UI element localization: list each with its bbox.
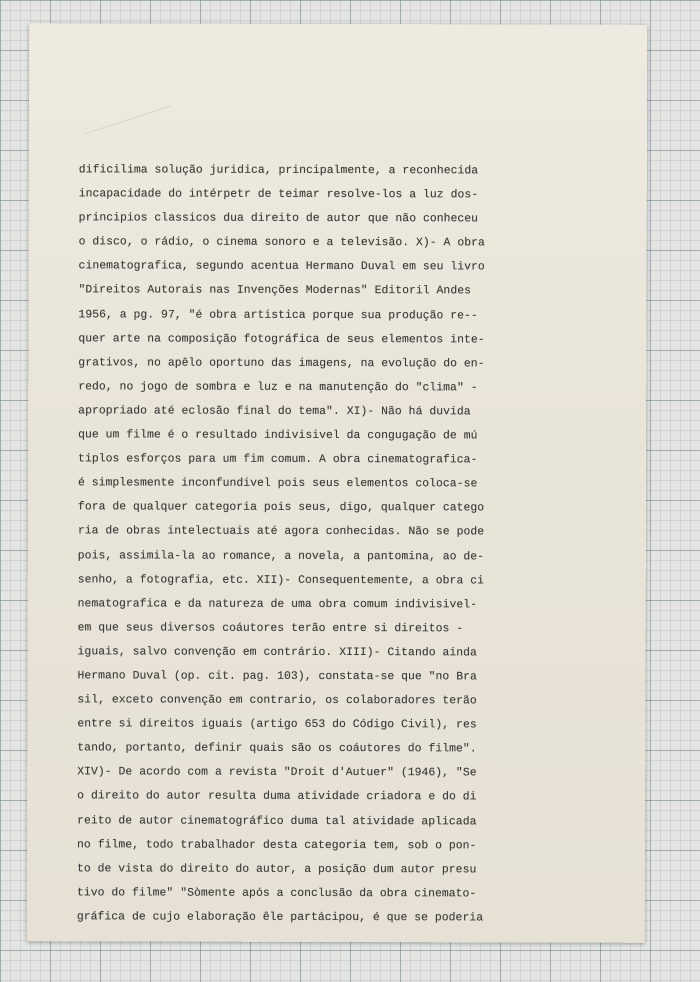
text-line: incapacidade do intérpetr de teimar resolve-los a luz dos-: [78, 188, 479, 202]
text-line: "Direitos Autorais nas Invenções Modernas" Editoril Andes: [78, 284, 472, 298]
text-line: quer arte na composição fotográfica de seus elementos inte-: [78, 332, 485, 347]
typed-text-body: [77, 158, 627, 930]
text-line: dificilima solução juridica, principalmente, a reconhecida: [78, 164, 479, 178]
text-line: entre si direitos iguais (artigo 653 do Código Civil), res: [77, 718, 477, 732]
text-line: Hermano Duval (op. cit. pag. 103), constata-se que "no Bra: [77, 670, 477, 684]
text-line: senho, a fotografia, etc. XII)- Consequentemente, a obra ci: [77, 573, 485, 587]
text-line: sil, exceto convenção em contrario, os colaboradores terão: [77, 694, 477, 708]
text-line: ria de obras intelectuais até agora conhecidas. Não se pode: [77, 525, 485, 539]
text-line: principios classicos dua direito de autor que não conheceu: [78, 212, 479, 226]
text-line: to de vista do direito do autor, a posição dum autor presu: [76, 863, 477, 877]
text-line: apropriado até eclosão final do tema". XI)- Não há duvida: [78, 405, 471, 419]
text-line: tiplos esforços para um fim comum. A obra cinematografica-: [78, 453, 478, 467]
text-line: é simplesmente inconfundivel pois seus elementos coloca-se: [77, 477, 478, 491]
text-line: que um filme é o resultado indivisivel da congugação de mú: [78, 429, 478, 443]
typed-page: [27, 23, 647, 943]
text-line: cinematografica, segundo acentua Hermano Duval em seu livro: [78, 260, 485, 274]
text-line: reito de autor cinematográfico duma tal atividade aplicada: [77, 814, 477, 828]
text-line: iguais, salvo convenção em contrário. XIII)- Citando ainda: [77, 646, 477, 660]
text-line: gráfica de cujo elaboração êle partácipou, é que se poderia: [76, 911, 484, 925]
text-line: o disco, o rádio, o cinema sonoro e a televisão. X)- A obra: [78, 236, 485, 250]
text-line: pois, assimila-la ao romance, a novela, a pantomina, ao de-: [77, 549, 485, 563]
text-line: tando, portanto, definir quais são os coáutores do filme".: [77, 742, 477, 756]
text-line: o direito do autor resulta duma atividade criadora e do di: [77, 790, 477, 804]
text-line: nematografica e da natureza de uma obra comum indivisivel-: [77, 598, 478, 612]
text-line: no filme, todo trabalhador desta categoria tem, sob o pon-: [77, 838, 477, 852]
text-line: XIV)- De acordo com a revista "Droit d'Autuer" (1946), "Se: [77, 766, 477, 780]
text-line: em que seus diversos coáutores terão entre si direitos -: [77, 622, 464, 636]
text-line: grativos, no apêlo oportuno das imagens, na evolução do en-: [78, 357, 485, 371]
text-line: 1956, a pg. 97, "é obra artistica porque sua produção re--: [78, 308, 478, 322]
text-line: redo, no jogo de sombra e luz e na manutenção do "clima" -: [78, 381, 478, 395]
text-line: fora de qualquer categoria pois seus, digo, qualquer catego: [77, 501, 485, 515]
text-line: tivo do filme" "Sòmente após a conclusão da obra cinemato-: [76, 887, 477, 901]
